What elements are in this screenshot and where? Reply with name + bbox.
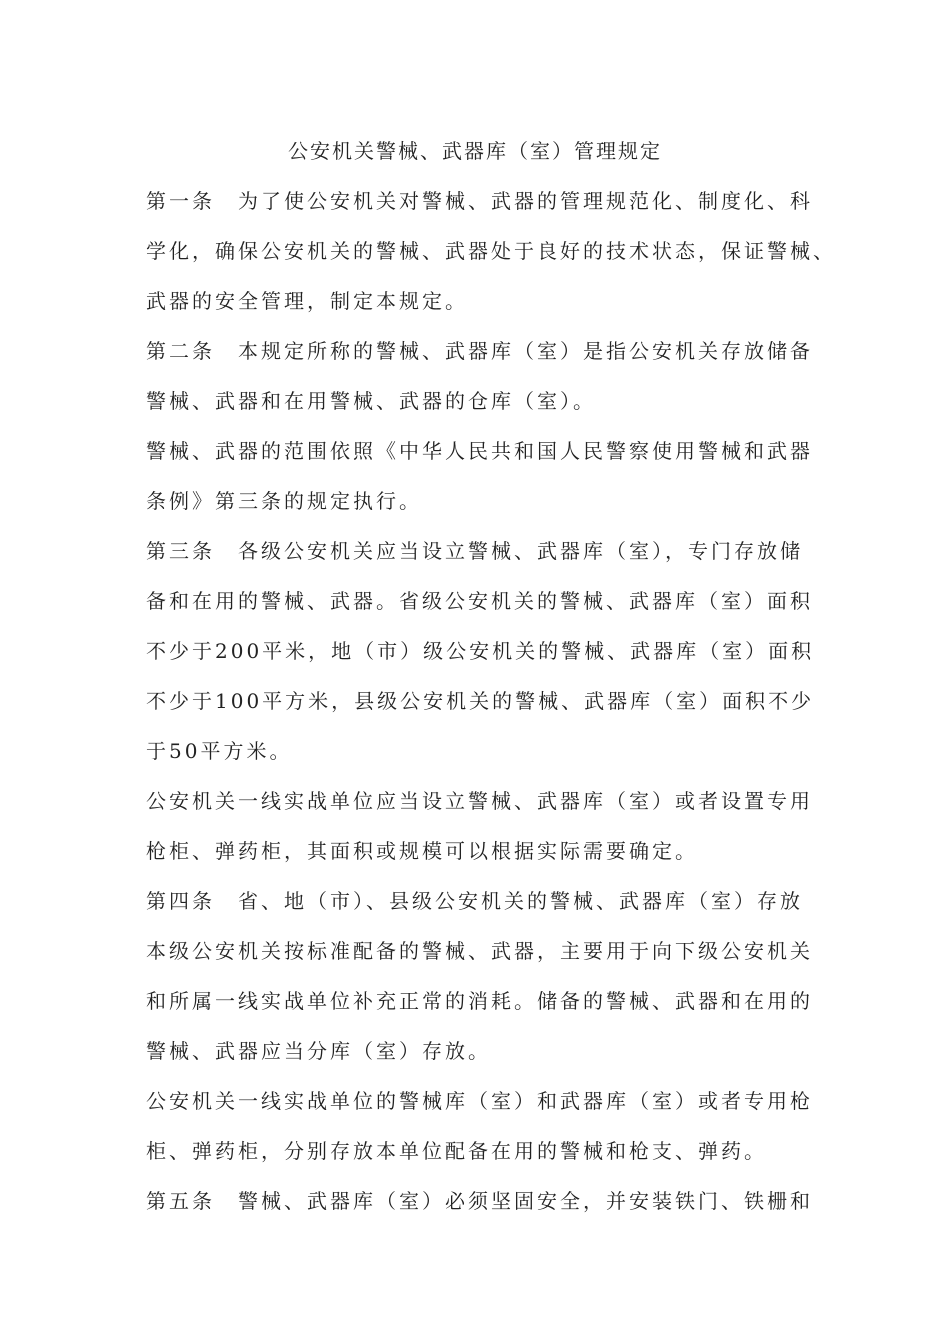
body-line-3: 武器的安全管理，制定本规定。 [146,289,468,313]
body-line-15: 第四条 省、地（市）、县级公安机关的警械、武器库（室）存放 [146,889,803,913]
body-line-18: 警械、武器应当分库（室）存放。 [146,1039,491,1063]
body-line-19: 公安机关一线实战单位的警械库（室）和武器库（室）或者专用枪 [146,1089,813,1113]
body-line-21: 第五条 警械、武器库（室）必须坚固安全，并安装铁门、铁栅和 [146,1189,813,1213]
document-title: 公安机关警械、武器库（室）管理规定 [288,139,662,163]
body-line-7: 条例》第三条的规定执行。 [146,489,422,513]
body-line-1: 第一条 为了使公安机关对警械、武器的管理规范化、制度化、科 [146,189,813,213]
body-line-20: 柜、弹药柜，分别存放本单位配备在用的警械和枪支、弹药。 [146,1139,767,1163]
body-line-9: 备和在用的警械、武器。省级公安机关的警械、武器库（室）面积 [146,589,813,613]
body-line-2: 学化，确保公安机关的警械、武器处于良好的技术状态，保证警械、 [146,239,836,263]
body-line-5: 警械、武器和在用警械、武器的仓库（室）。 [146,389,596,413]
body-line-12: 于50平方米。 [146,739,293,763]
body-line-8: 第三条 各级公安机关应当设立警械、武器库（室），专门存放储 [146,539,803,563]
body-line-4: 第二条 本规定所称的警械、武器库（室）是指公安机关存放储备 [146,339,813,363]
body-line-14: 枪柜、弹药柜，其面积或规模可以根据实际需要确定。 [146,839,698,863]
body-line-6: 警械、武器的范围依照《中华人民共和国人民警察使用警械和武器 [146,439,813,463]
body-line-17: 和所属一线实战单位补充正常的消耗。储备的警械、武器和在用的 [146,989,813,1013]
body-line-11: 不少于100平方米，县级公安机关的警械、武器库（室）面积不少 [146,689,815,713]
body-line-16: 本级公安机关按标准配备的警械、武器，主要用于向下级公安机关 [146,939,813,963]
body-line-13: 公安机关一线实战单位应当设立警械、武器库（室）或者设置专用 [146,789,813,813]
body-line-10: 不少于200平米，地（市）级公安机关的警械、武器库（室）面积 [146,639,815,663]
